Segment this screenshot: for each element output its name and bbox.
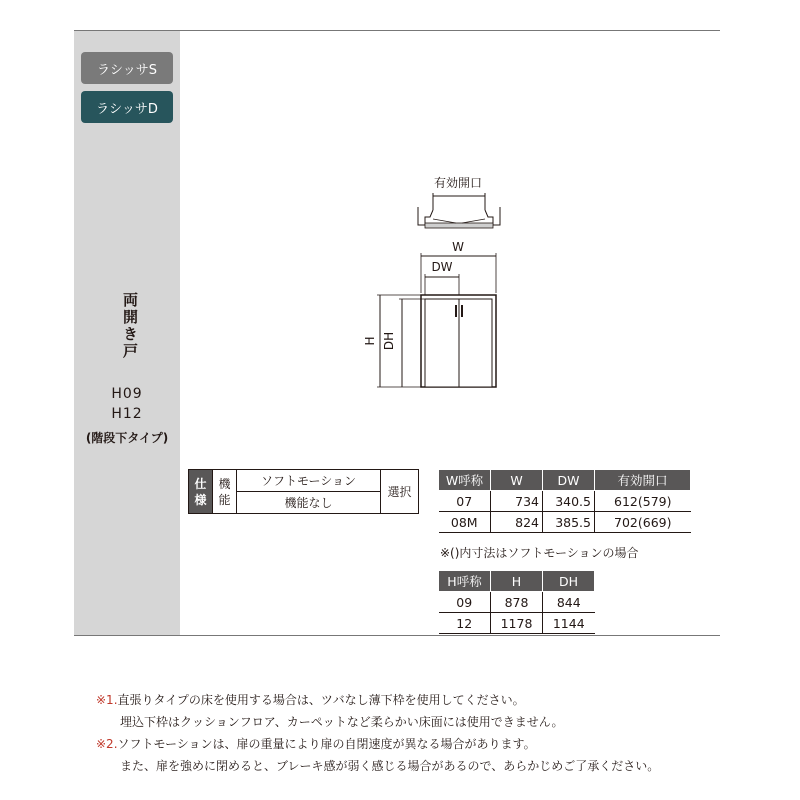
footnote-1-line1: 直張りタイプの床を使用する場合は、ツバなし薄下枠を使用してください。 — [117, 693, 525, 707]
height-code-h09: H09 — [111, 386, 143, 402]
width-table — [438, 469, 691, 533]
opening-label: 有効開口 — [433, 176, 483, 190]
door-type-title: 両開き戸 — [121, 292, 139, 360]
cell-dw: 385.5 — [543, 512, 595, 533]
th-dw: DW — [543, 470, 595, 491]
cell-h: 1178 — [491, 613, 543, 634]
cell-h-name: 09 — [439, 592, 491, 613]
spec-header: 仕様 — [189, 470, 213, 514]
th-h-name: H呼称 — [439, 571, 491, 592]
th-dh: DH — [543, 571, 595, 592]
cell-opening: 612(579) — [595, 491, 691, 512]
table-row — [439, 592, 595, 613]
dh-label: DH — [382, 331, 396, 351]
th-w: W — [491, 470, 543, 491]
series-tag-s: ラシッサS — [81, 52, 173, 84]
cell-w: 734 — [491, 491, 543, 512]
footnote-1-mark: ※1. — [96, 693, 118, 707]
spec-table — [188, 469, 419, 514]
height-table — [438, 570, 595, 634]
type-note: (階段下タイプ) — [85, 431, 169, 445]
footnote-2-line2: また、扉を強めに閉めると、ブレーキ感が弱く感じる場合があるので、あらかじめご了承ください。 — [120, 759, 660, 773]
footnote-2 — [96, 733, 659, 755]
series-tag-d: ラシッサD — [81, 91, 173, 123]
cell-w-name: 07 — [439, 491, 491, 512]
footnote-1-line2: 埋込下枠はクッションフロア、カーペットなど柔らかい床面には使用できません。 — [120, 715, 564, 729]
cell-h-name: 12 — [439, 613, 491, 634]
cell-opening: 702(669) — [595, 512, 691, 533]
height-code-h12: H12 — [111, 406, 143, 422]
cell-w: 824 — [491, 512, 543, 533]
th-w-name: W呼称 — [439, 470, 491, 491]
footnote-2-mark: ※2. — [96, 737, 118, 751]
dw-label: DW — [431, 260, 453, 274]
soft-motion-note: ※()内寸法はソフトモーションの場合 — [440, 546, 639, 560]
option-no-function: 機能なし — [237, 492, 381, 514]
footnotes — [96, 689, 659, 777]
th-h: H — [491, 571, 543, 592]
cell-dw: 340.5 — [543, 491, 595, 512]
th-opening: 有効開口 — [595, 470, 691, 491]
table-row — [439, 613, 595, 634]
cell-dh: 844 — [543, 592, 595, 613]
footnote-1 — [96, 689, 659, 711]
function-header: 機能 — [213, 470, 237, 514]
cell-h: 878 — [491, 592, 543, 613]
option-soft-motion: ソフトモーション — [237, 470, 381, 492]
select-label: 選択 — [381, 470, 419, 514]
cell-dh: 1144 — [543, 613, 595, 634]
w-label: W — [452, 240, 464, 254]
h-label: H — [363, 336, 377, 346]
cell-w-name: 08M — [439, 512, 491, 533]
table-row — [439, 491, 691, 512]
table-row — [439, 512, 691, 533]
bottom-rule — [74, 635, 720, 636]
footnote-2-line1: ソフトモーションは、扉の重量により扉の自閉速度が異なる場合があります。 — [117, 737, 536, 751]
door-diagram — [350, 165, 540, 395]
